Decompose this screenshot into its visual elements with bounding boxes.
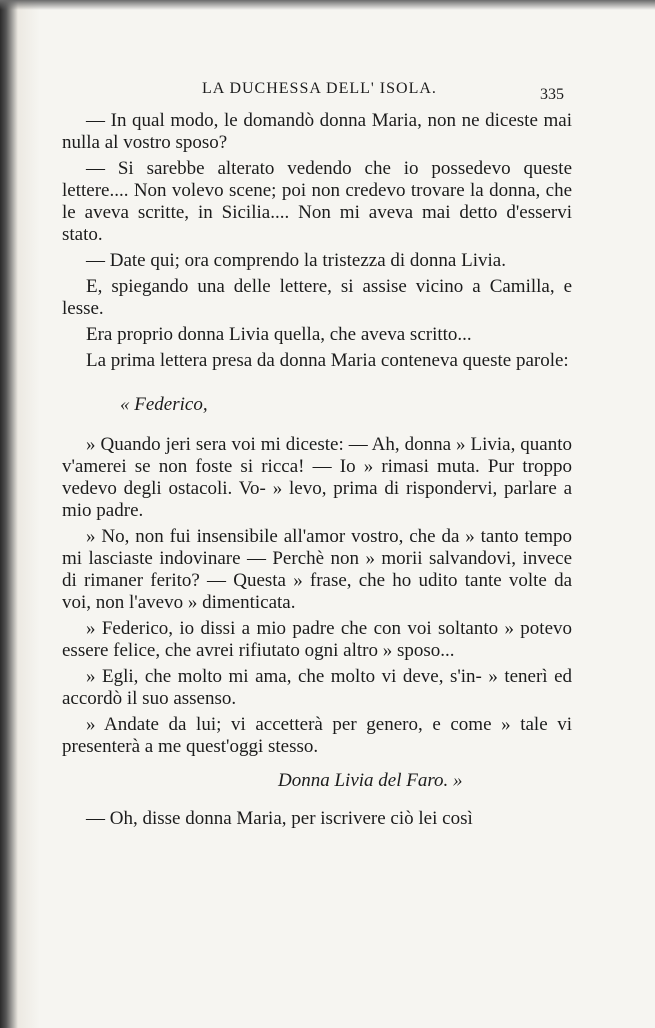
paragraph: — Oh, disse donna Maria, per iscrivere ciò lei così bbox=[86, 808, 473, 829]
paragraph: — In qual modo, le domandò donna Maria, non ne diceste mai nulla al vostro sposo? bbox=[62, 110, 572, 153]
letter-salutation: « Federico, bbox=[120, 394, 208, 415]
letter-paragraph: » Quando jeri sera voi mi diceste: — Ah, donna » Livia, quanto v'amerei se non foste si ricca! — Io » rimasi muta. Pur troppo vedevo degli ostacoli. Vo- » levo, prima di rispondervi, parlare a mio padre. bbox=[62, 434, 573, 521]
paragraph: — Si sarebbe alterato vedendo che io possedevo queste lettere.... Non volevo scene; poi non credevo trovare la donna, che le aveva scritte, in Sicilia.... Non mi aveva mai detto d'esservi stato. bbox=[62, 158, 573, 245]
paragraph: Era proprio donna Livia quella, che aveva scritto... bbox=[86, 324, 472, 345]
running-title: LA DUCHESSA DELL' ISOLA. bbox=[202, 80, 437, 97]
letter-paragraph: » Egli, che molto mi ama, che molto vi deve, s'in- » tenerì ed accordò il suo assenso. bbox=[62, 666, 573, 709]
paragraph: — Date qui; ora comprendo la tristezza di donna Livia. bbox=[86, 250, 506, 271]
paragraph: E, spiegando una delle lettere, si assise vicino a Camilla, e lesse. bbox=[62, 276, 573, 319]
paragraph: La prima lettera presa da donna Maria conteneva queste parole: bbox=[86, 350, 569, 371]
page-header bbox=[0, 80, 655, 106]
letter-signature: Donna Livia del Faro. » bbox=[278, 770, 463, 791]
page-number: 335 bbox=[540, 86, 564, 103]
letter-paragraph: » Federico, io dissi a mio padre che con voi soltanto » potevo essere felice, che avrei rifiutato ogni altro » sposo... bbox=[62, 618, 572, 661]
page-top-shadow bbox=[0, 0, 655, 10]
letter-paragraph: » No, non fui insensibile all'amor vostro, che da » tanto tempo mi lasciaste indovinare — Perchè non » morii salvandovi, invece di rimaner ferito? — Questa » frase, che ho udito tante volte da voi, non l'avevo » dimenticata. bbox=[62, 526, 573, 613]
page-body bbox=[62, 110, 572, 834]
letter-paragraph: » Andate da lui; vi accetterà per genero, e come » tale vi presenterà a me quest'oggi stesso. bbox=[62, 714, 573, 757]
